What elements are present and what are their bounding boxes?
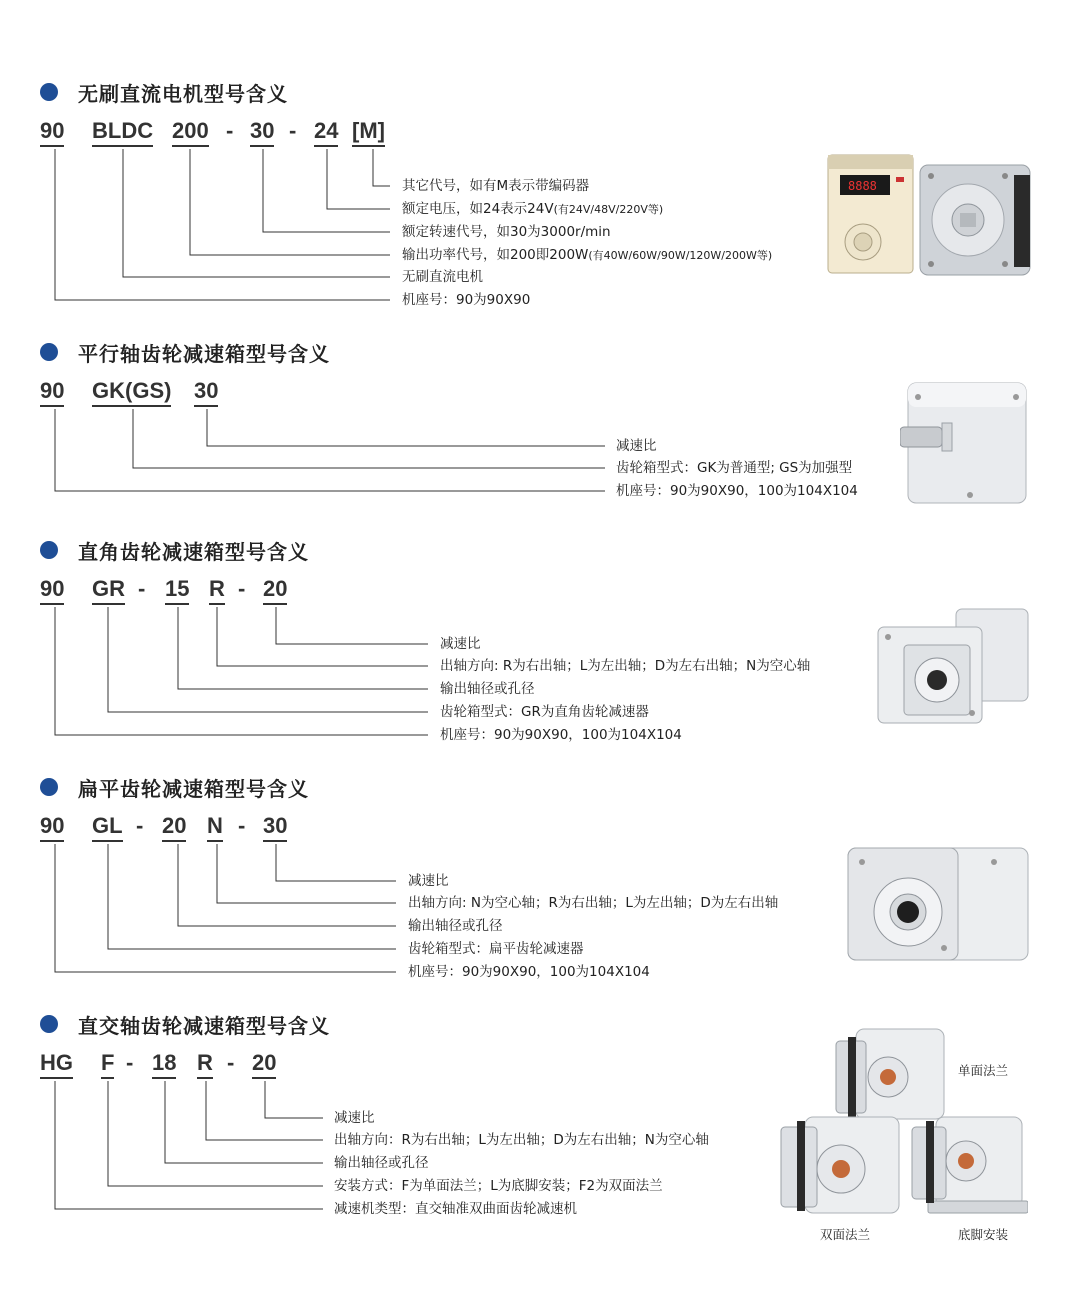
desc-shaft: 输出轴径或孔径 (408, 918, 503, 934)
desc-type: 齿轮箱型式：扁平齿轮减速器 (408, 941, 584, 957)
section-title: 平行轴齿轮减速箱型号含义 (78, 341, 330, 366)
desc-ratio: 减速比 (616, 438, 657, 454)
foot-mount-photo (908, 1113, 1028, 1217)
desc-ratio: 减速比 (440, 636, 481, 652)
code-direction: R (197, 1051, 213, 1079)
desc-direction: 出轴方向：R为右出轴；L为左出轴；D为左右出轴；N为空心轴 (334, 1132, 709, 1148)
section-title: 扁平齿轮减速箱型号含义 (78, 776, 309, 801)
desc-series: 减速机类型：直交轴准双曲面齿轮减速机 (334, 1201, 577, 1217)
double-flange-photo (777, 1113, 903, 1217)
code-ratio: 30 (194, 379, 218, 407)
flat-gearbox-photo (844, 840, 1030, 966)
code-frame: 90 (40, 814, 64, 842)
bldc-motor-photo (818, 147, 1038, 287)
desc-frame: 机座号：90为90X90，100为104X104 (616, 483, 858, 499)
double-flange-label: 双面法兰 (820, 1227, 871, 1242)
code-series: HG (40, 1051, 73, 1079)
section-title: 无刷直流电机型号含义 (78, 81, 288, 106)
desc-type: 齿轮箱型式：GR为直角齿轮减速器 (440, 704, 649, 720)
code-dash: - (238, 813, 246, 838)
desc-frame: 机座号：90为90X90 (402, 292, 531, 308)
single-flange-photo (832, 1027, 948, 1123)
right-angle-gearbox-photo (874, 605, 1034, 727)
desc-ratio: 减速比 (334, 1110, 375, 1126)
code-direction: N (207, 814, 223, 842)
code-dash: - (136, 813, 144, 838)
section-right-angle-gearbox (0, 535, 1080, 750)
section-flat-gearbox (0, 772, 1080, 987)
foot-mount-label: 底脚安装 (958, 1227, 1009, 1242)
desc-frame: 机座号：90为90X90，100为104X104 (408, 964, 650, 980)
code-voltage: 24 (314, 119, 338, 147)
code-mount: F (101, 1051, 114, 1079)
section-title: 直角齿轮减速箱型号含义 (78, 539, 309, 564)
code-dash: - (126, 1050, 134, 1075)
desc-type: 齿轮箱型式：GK为普通型; GS为加强型 (616, 460, 853, 476)
code-speed: 30 (250, 119, 274, 147)
desc-power: 输出功率代号，如200即200W(有40W/60W/90W/120W/200W等) (402, 247, 773, 263)
desc-type: 无刷直流电机 (402, 269, 483, 285)
code-type: BLDC (92, 119, 153, 147)
code-dash: - (238, 576, 246, 601)
controller-display: 8888 (848, 179, 877, 193)
code-frame: 90 (40, 119, 64, 147)
desc-ratio: 减速比 (408, 873, 449, 889)
desc-mount: 安装方式：F为单面法兰；L为底脚安装；F2为双面法兰 (334, 1178, 663, 1194)
desc-option: 其它代号，如有M表示带编码器 (402, 178, 590, 194)
section-bldc (0, 77, 1080, 317)
section-hypoid-gearbox (0, 1009, 1080, 1249)
desc-voltage: 额定电压，如24表示24V(有24V/48V/220V等) (402, 201, 664, 217)
code-direction: R (209, 577, 225, 605)
code-frame: 90 (40, 379, 64, 407)
code-power: 200 (172, 119, 209, 147)
code-type: GL (92, 814, 123, 842)
single-flange-label: 单面法兰 (958, 1063, 1009, 1078)
code-dash: - (227, 1050, 235, 1075)
code-dash: - (289, 118, 297, 143)
code-shaft: 18 (152, 1051, 176, 1079)
section-parallel-gearbox (0, 337, 1080, 517)
code-option: [M] (352, 119, 385, 147)
code-frame: 90 (40, 577, 64, 605)
desc-speed: 额定转速代号，如30为3000r/min (402, 224, 611, 240)
code-shaft: 20 (162, 814, 186, 842)
code-type: GR (92, 577, 125, 605)
code-ratio: 20 (263, 577, 287, 605)
code-dash: - (138, 576, 146, 601)
desc-direction: 出轴方向: R为右出轴；L为左出轴；D为左右出轴；N为空心轴 (440, 658, 811, 674)
code-dash: - (226, 118, 234, 143)
desc-shaft: 输出轴径或孔径 (440, 681, 535, 697)
code-ratio: 20 (252, 1051, 276, 1079)
code-shaft: 15 (165, 577, 189, 605)
section-title: 直交轴齿轮减速箱型号含义 (78, 1013, 330, 1038)
desc-frame: 机座号：90为90X90，100为104X104 (440, 727, 682, 743)
parallel-gearbox-photo (900, 379, 1030, 507)
code-ratio: 30 (263, 814, 287, 842)
code-type: GK(GS) (92, 379, 171, 407)
desc-direction: 出轴方向: N为空心轴；R为右出轴；L为左出轴；D为左右出轴 (408, 895, 779, 911)
desc-shaft: 输出轴径或孔径 (334, 1155, 429, 1171)
